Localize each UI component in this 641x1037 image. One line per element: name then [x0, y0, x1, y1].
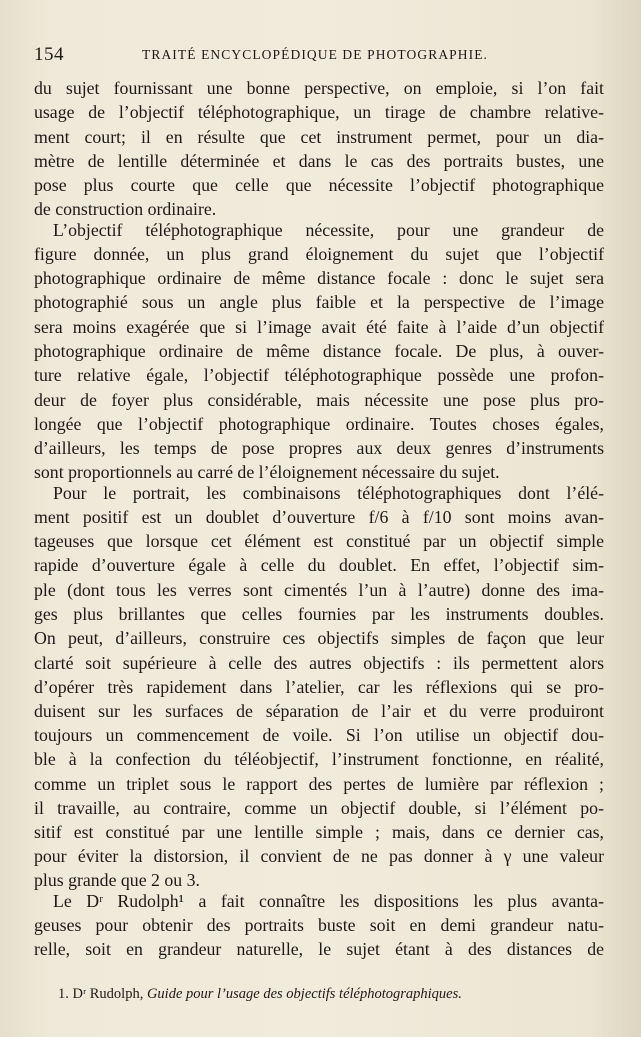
text-line: ture relative égale, l’objectif téléphotographique possède une profon- — [34, 365, 604, 385]
text-line: Le Dʳ Rudolph¹ a fait connaître les dispositions les plus avanta- — [53, 891, 604, 911]
text-line: sitif est constitué par une lentille simple ; mais, dans ce dernier cas, — [34, 822, 604, 842]
text-line: photographié sous un angle plus faible et la perspective de l’image — [34, 292, 604, 312]
text-line: sont proportionnels au carré de l’éloignement nécessaire du sujet. — [34, 462, 500, 482]
text-line: ges plus brillantes que celles fournies par les instruments doubles. — [34, 604, 604, 624]
text-line: ple (dont tous les verres sont cimentés l’un à l’autre) donne des ima- — [34, 580, 604, 600]
text-line: clarté soit supérieure à celle des autres objectifs : ils permettent alors — [34, 653, 604, 673]
footnote-number: 1. — [58, 986, 69, 1002]
footnote-author: Dʳ Rudolph, — [72, 986, 144, 1002]
text-line: pose plus courte que celle que nécessite l’objectif photographique — [34, 175, 604, 195]
text-line: comme un triplet sous le rapport des pertes de lumière par réflexion ; — [34, 774, 604, 794]
text-line: L’objectif téléphotographique nécessite, pour une grandeur de — [53, 220, 604, 240]
text-line: duisent sur les surfaces de séparation de l’air et du verre produiront — [34, 701, 604, 721]
text-line: plus grande que 2 ou 3. — [34, 870, 200, 890]
text-line: mètre de lentille déterminée et dans le cas des portraits bustes, une — [34, 151, 604, 171]
text-line: de construction ordinaire. — [34, 199, 217, 219]
text-line: du sujet fournissant une bonne perspective, on emploie, si l’on fait — [34, 78, 604, 98]
text-line: ble à la confection du téléobjectif, l’instrument fonctionne, en réalité, — [34, 749, 604, 769]
text-line: sera moins exagérée que si l’image avait été faite à l’aide d’un objectif — [34, 317, 604, 337]
text-line: relle, soit en grandeur naturelle, le sujet étant à des distances de — [34, 939, 604, 959]
text-line: figure donnée, un plus grand éloignement du sujet que l’objectif — [34, 244, 604, 264]
text-line: deur de foyer plus considérable, mais nécessite une pose plus pro- — [34, 390, 604, 410]
text-line: il travaille, au contraire, comme un objectif double, si l’élément po- — [34, 798, 604, 818]
text-line: rapide d’ouverture égale à celle du doublet. En effet, l’objectif sim- — [34, 555, 604, 575]
text-line: toujours un commencement de voile. Si l’on utilise un objectif dou- — [34, 725, 604, 745]
text-line: On peut, d’ailleurs, construire ces objectifs simples de façon que leur — [34, 628, 604, 648]
text-line: pour éviter la distorsion, il convient de ne pas donner à γ une valeur — [34, 846, 604, 866]
text-line: ment court; il en résulte que cet instrument permet, pour un dia- — [34, 127, 604, 147]
running-title: TRAITÉ ENCYCLOPÉDIQUE DE PHOTOGRAPHIE. — [142, 47, 489, 62]
page-header — [30, 44, 610, 68]
text-line: usage de l’objectif téléphotographique, un tirage de chambre relative- — [34, 102, 604, 122]
text-line: tageuses que lorsque cet élément est constitué par un objectif simple — [34, 531, 604, 551]
text-line: longée que l’objectif photographique ordinaire. Toutes choses égales, — [34, 414, 604, 434]
text-line: ment positif est un doublet d’ouverture f/6 à f/10 sont moins avan- — [34, 507, 604, 527]
text-line: Pour le portrait, les combinaisons téléphotographiques dont l’élé- — [53, 483, 604, 503]
text-line: photographique ordinaire de même distance focale. De plus, à ouver- — [34, 341, 604, 361]
text-line: d’ailleurs, les temps de pose propres aux deux genres d’instruments — [34, 438, 604, 458]
footnote-title: Guide pour l’usage des objectifs téléphotographiques. — [146, 986, 462, 1002]
text-line: d’opérer très rapidement dans l’atelier, car les réflexions qui se pro- — [34, 677, 604, 697]
text-line: geuses pour obtenir des portraits buste soit en demi grandeur natu- — [34, 915, 604, 935]
footnote — [58, 984, 462, 1004]
text-line: photographique ordinaire de même distance focale : donc le sujet sera — [34, 268, 604, 288]
page-number: 154 — [34, 44, 64, 65]
